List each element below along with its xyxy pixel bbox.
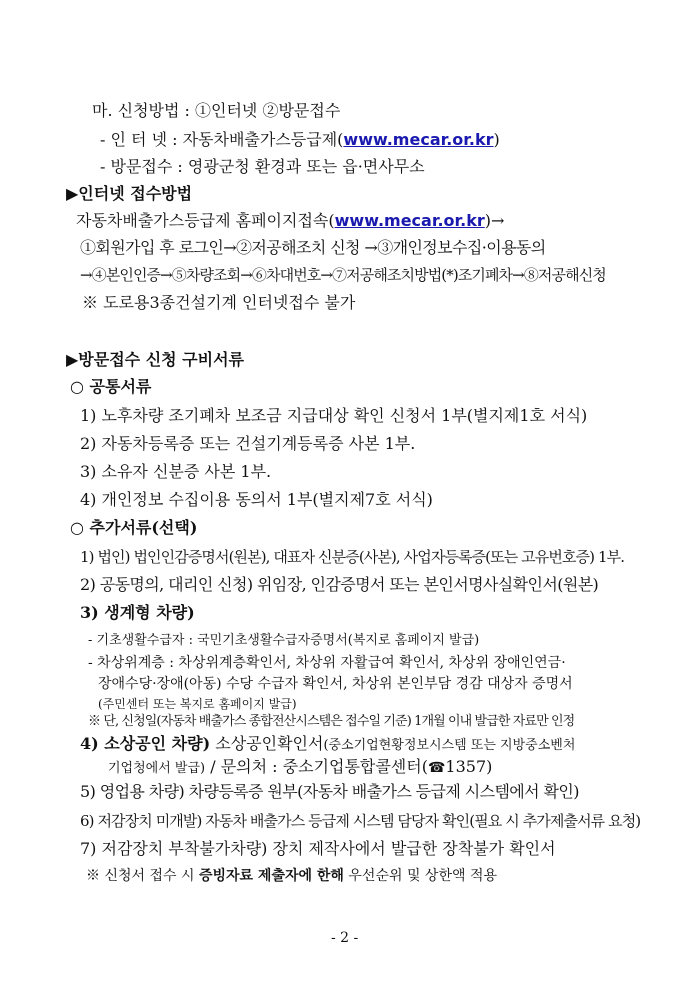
common-doc-item: 2) 자동차등록증 또는 건설기계등록증 사본 1부. (80, 434, 416, 453)
internet-section-title: ▶인터넷 접수방법 (66, 184, 193, 203)
livelihood-near-poverty-1: - 차상위계층 : 차상위계층확인서, 차상위 자활급여 확인서, 차상위 장애인연금· (88, 655, 566, 671)
livelihood-validity-note: ※ 단, 신청일(자동차 배출가스 종합전산시스템은 접수일 기준) 1개월 이내 발급한 자료만 인정 (88, 714, 575, 729)
mecar-link-2[interactable]: www.mecar.or.kr (334, 211, 485, 230)
page-number: - 2 - (331, 930, 359, 946)
extra-doc-device-unattachable: 7) 저감장치 부착불가차량) 장치 제작사에서 발급한 장착불가 확인서 (80, 839, 556, 858)
small-business-cert-source: (중소기업현황정보시스템 또는 지방중소벤처 (323, 738, 576, 753)
final-note (86, 865, 497, 887)
extra-doc-commercial: 5) 영업용 차량) 차량등록증 원부(자동차 배출가스 등급제 시스템에서 확인) (80, 782, 579, 801)
livelihood-near-poverty-3: (주민센터 또는 복지로 홈페이지 발급) (98, 697, 297, 711)
extra-doc-corporate: 1) 법인) 법인인감증명서(원본), 대표자 신분증(사본), 사업자등록증(또는 고유번호증) 1부. (80, 548, 625, 566)
common-doc-item: 1) 노후차량 조기폐차 보조금 지급대상 확인 신청서 1부(별지제1호 서식) (80, 406, 588, 425)
small-business-contact (108, 756, 492, 780)
extra-doc-no-reduction-device: 6) 저감장치 미개발) 자동차 배출가스 등급제 시스템 담당자 확인(필요 시 추가제출서류 요청) (80, 812, 641, 830)
common-doc-item: 3) 소유자 신분증 사본 1부. (80, 462, 272, 481)
apply-method-heading: 마. 신청방법 : ①인터넷 ②방문접수 (92, 101, 341, 120)
apply-internet-line (100, 129, 500, 151)
visit-section-title: ▶방문접수 신청 구비서류 (66, 350, 245, 369)
mecar-link[interactable]: www.mecar.or.kr (343, 130, 494, 149)
apply-visit-line: - 방문접수 : 영광군청 환경과 또는 읍·면사무소 (100, 157, 425, 176)
apply-internet-suffix: ) (493, 130, 500, 149)
small-business-phone: 1357) (445, 757, 493, 776)
internet-step-line-1 (76, 210, 504, 232)
livelihood-basic-recipient: - 기초생활수급자 : 국민기초생활수급자증명서(복지로 홈페이지 발급) (88, 633, 480, 648)
common-doc-item: 4) 개인정보 수집이용 동의서 1부(별지제7호 서식) (80, 490, 433, 509)
small-business-label: 4) 소상공인 차량) (80, 734, 211, 753)
small-business-contact-label: / 문의처 : 중소기업통합콜센터( (205, 757, 428, 776)
internet-step-line-2: ①회원가입 후 로그인→②저공해조치 신청 →③개인정보수집·이용동의 (80, 238, 546, 257)
extra-doc-joint-owner: 2) 공동명의, 대리인 신청) 위임장, 인감증명서 또는 본인서명사실확인서(원본) (80, 575, 599, 594)
final-note-prefix: ※ 신청서 접수 시 (86, 868, 199, 884)
final-note-emphasis: 증빙자료 제출자에 한해 (198, 868, 344, 884)
small-business-cert: 소상공인확인서 (210, 734, 324, 753)
internet-line1-suffix: )→ (484, 211, 505, 230)
apply-internet-prefix: - 인 터 넷 : 자동차배출가스등급제( (100, 130, 344, 149)
extra-doc-small-business (80, 733, 575, 757)
internet-step-line-3: →④본인인증→⑤차량조회→⑥차대번호→⑦저공해조치방법(*)조기폐차→⑧저공해신청 (80, 266, 606, 284)
livelihood-near-poverty-2: 장애수당·장애(아동) 수당 수급자 확인서, 차상위 본인부담 경감 대상자 증명서 (98, 676, 573, 692)
extra-doc-livelihood-title: 3) 생계형 차량) (80, 603, 195, 622)
small-business-cert-issuer: 기업청에서 발급) (108, 761, 206, 776)
common-docs-title: ○ 공통서류 (70, 377, 152, 396)
internet-line1-prefix: 자동차배출가스등급제 홈페이지접속( (76, 211, 335, 230)
final-note-suffix: 우선순위 및 상한액 적용 (343, 868, 497, 884)
extra-docs-title: ○ 추가서류(선택) (70, 518, 198, 537)
phone-icon: ☎ (427, 760, 446, 776)
internet-note: ※ 도로용3종건설기계 인터넷접수 불가 (82, 293, 356, 312)
